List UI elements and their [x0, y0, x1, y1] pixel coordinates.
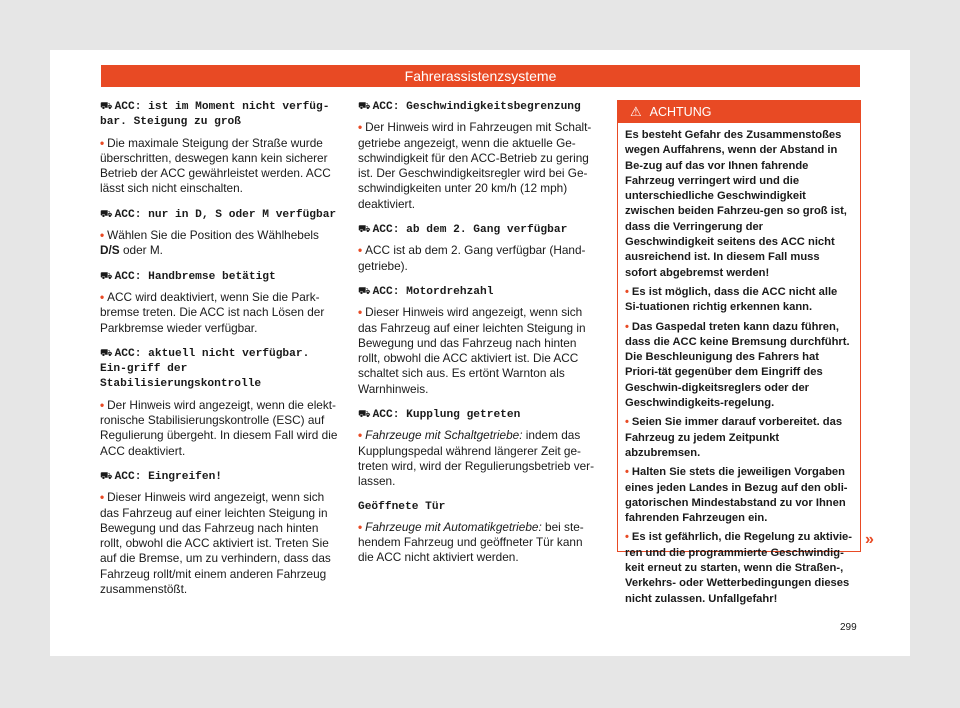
middle-column [358, 99, 596, 576]
warning-item: • Es ist möglich, dass die ACC nicht alle Si-tuationen richtig erkennen kann. [625, 285, 838, 314]
section-heading: ⛟ ACC: Handbremse betätigt [100, 270, 276, 283]
acc-car-icon: ⛟ [100, 270, 113, 282]
section-text: • Der Hinweis wird angezeigt, wenn die elekt-ronische Stabilisierungskontrolle (ESC) auf Regulierung übergeht. In diesem Fall wird die ACC deaktiviert. [100, 397, 338, 458]
section-heading: ⛟ ACC: Geschwindigkeitsbegrenzung [358, 101, 581, 113]
acc-car-icon: ⛟ [100, 208, 113, 220]
section-heading: ⛟ ACC: Kupplung getreten [358, 409, 521, 422]
section-text: • Die maximale Steigung der Straße wurde überschritten, deswegen kann kein sicherer Betrieb der ACC gewährleistet werden. ACC lässt sich nicht einschalten. [100, 135, 331, 196]
manual-page [50, 50, 910, 656]
section-heading: ⛟ ACC: Eingreifen! [100, 470, 223, 483]
warning-body [618, 123, 860, 607]
section-heading: ⛟ ACC: aktuell nicht verfügbar. Ein-griff der Stabilisierungskontrolle [100, 347, 310, 391]
section-text: • Dieser Hinweis wird angezeigt, wenn sich das Fahrzeug auf einer leichten Steigung in Bewegung und das Fahrzeug nach hinten rollt, obwohl die ACC aktiviert ist. Treten Sie auf die Bremse, um zu verhindern, dass das Fahrzeug rollt/mit einem anderen Fahrzeug zusammenstößt. [100, 490, 331, 597]
acc-car-icon: ⛟ [100, 101, 113, 112]
section-heading: ⛟ ACC: Motordrehzahl [358, 285, 494, 298]
warning-item: • Es ist gefährlich, die Regelung zu aktivie-ren und die programmierte Geschwindig-keit erneut zu starten, wenn die Straßen-, Verkehrs- oder Wetterbedingungen dieses nicht zulassen. Unfallgefahr! [625, 531, 852, 605]
section-text: • ACC wird deaktiviert, wenn Sie die Park-bremse treten. Die ACC ist nach Lösen der Parkbremse wieder verfügbar. [100, 289, 325, 335]
section-text: • ACC ist ab dem 2. Gang verfügbar (Hand-getriebe). [358, 243, 586, 273]
warning-item: • Halten Sie stets die jeweiligen Vorgaben eines jeden Landes in Bezug auf den obli-gatorischen Mindestabstand zu vor Ihnen fahrenden Fahrzeugen ein. [625, 466, 848, 525]
warning-item: • Das Gaspedal treten kann dazu führen, dass die ACC keine Bremsung durchführt. Die Beschleunigung des Fahrers hat Priori-tät gegenüber dem Eingriff des Geschwin-digkeitsreglers oder der Geschwindigkeits-regelung. [625, 320, 850, 410]
section-heading: ⛟ ACC: ist im Moment nicht verfüg-bar. Steigung zu groß [100, 101, 330, 129]
page-number: 299 [840, 622, 857, 633]
warning-intro: Es besteht Gefahr des Zusammenstoßes wegen Auffahrens, wenn der Abstand in Be-zug auf das vor Ihnen fahrende Fahrzeug verringert wird und die unterschiedliche Geschwindigkeit zwischen beiden Fahrzeu-gen so groß ist, dass die Verringerung der Geschwindigkeit seitens des ACC nicht ausreichend ist. In diesem Fall muss sofort abgebremst werden! [625, 129, 847, 279]
left-column [100, 99, 338, 607]
section-heading: ⛟ ACC: ab dem 2. Gang verfügbar [358, 224, 568, 237]
acc-car-icon: ⛟ [358, 224, 371, 236]
section-text: • Wählen Sie die Position des Wählhebels D/S oder M. [100, 228, 319, 258]
section-heading: Geöffnete Tür [358, 500, 446, 513]
acc-car-icon: ⛟ [358, 101, 371, 112]
acc-car-icon: ⛟ [100, 347, 113, 359]
acc-car-icon: ⛟ [358, 409, 371, 421]
continue-mark: » [865, 531, 874, 548]
section-text: • Der Hinweis wird in Fahrzeugen mit Schalt-getriebe angezeigt, wenn die aktuelle Ge-schwindigkeit für den ACC-Betrieb zu gering ist. Der Geschwindigkeitsregler wird bei Ge-schwindigkeiten unter 20 km/h (12 mph) deaktiviert. [358, 120, 592, 211]
section-text: • Fahrzeuge mit Automatikgetriebe: bei ste-hendem Fahrzeug und geöffneter Tür kann die ACC nicht aktiviert werden. [358, 519, 584, 565]
warning-header: ⚠ ACHTUNG [618, 101, 860, 123]
section-heading: ⛟ ACC: nur in D, S oder M verfügbar [100, 208, 337, 221]
section-text: • Dieser Hinweis wird angezeigt, wenn sich das Fahrzeug auf einer leichten Steigung in Bewegung und das Fahrzeug nach hinten rollt, obwohl die ACC aktiviert ist. Die ACC schaltet sich aus. Es ertönt Warnton als Warnhinweis. [358, 305, 586, 396]
warning-triangle-icon: ⚠ [630, 104, 642, 119]
page-header: Fahrerassistenzsysteme [101, 65, 860, 87]
section-text: • Fahrzeuge mit Schaltgetriebe: indem das Kupplungspedal während längerer Zeit ge-treten wird, wird der Regulierungsbetrieb ver-lassen. [358, 428, 595, 489]
acc-car-icon: ⛟ [358, 285, 371, 297]
acc-car-icon: ⛟ [100, 470, 113, 482]
warning-box [617, 100, 861, 605]
warning-item: • Seien Sie immer darauf vorbereitet. das Fahrzeug zu jedem Zeitpunkt abzubremsen. [625, 416, 843, 459]
